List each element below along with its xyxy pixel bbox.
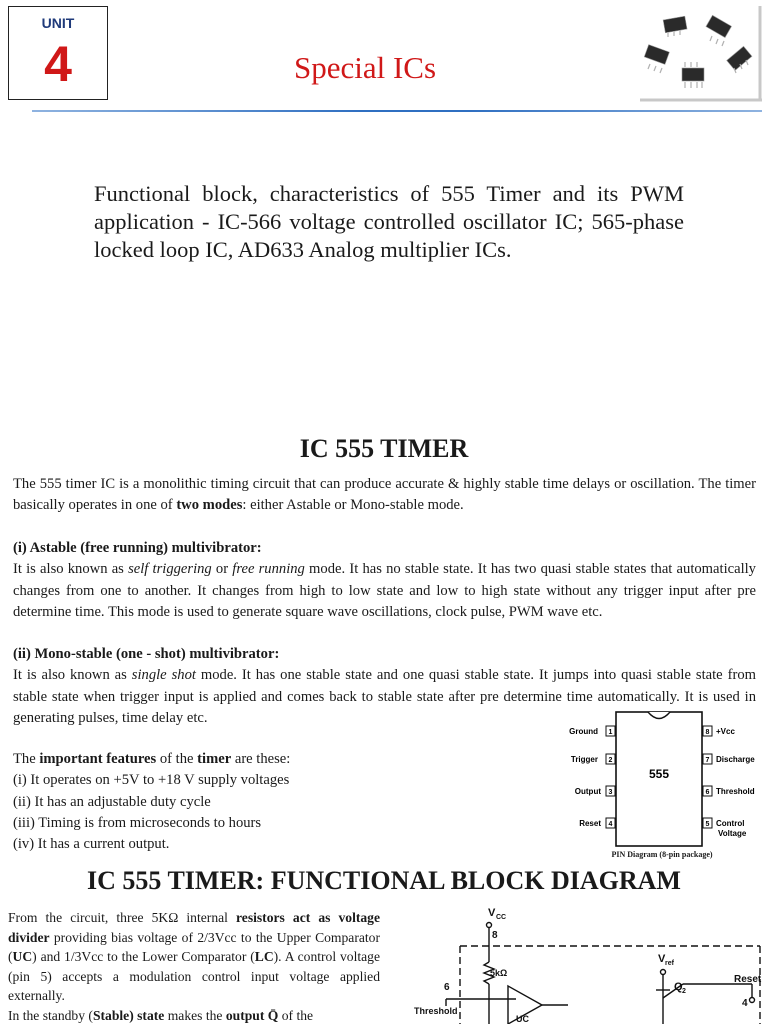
functional-block-diagram (408, 906, 766, 1024)
astable-paragraph: (i) Astable (free running) multivibrator: It is also known as self triggering or free running mode. It has no stable state. It has two quasi stable states that automatically changes from one to another. It changes from high to low state and low to high state without any trigger input after pre determine time. This mode is used to generate square wave oscillations, clock pulse, PWM wave etc. (13, 540, 756, 620)
ic-chips-image (638, 6, 762, 102)
pin-number: 8 (705, 729, 710, 736)
pin-name: Control (716, 819, 745, 828)
svg-text:V: V (658, 953, 666, 965)
svg-text:Q: Q (674, 981, 683, 993)
pin-diagram (560, 708, 764, 864)
svg-text:UC: UC (516, 1014, 529, 1024)
astable-heading: (i) Astable (free running) multivibrator: (13, 540, 262, 556)
pin-name: Ground (569, 727, 598, 736)
monostable-paragraph: (ii) Mono-stable (one - shot) multivibrator: It is also known as single shot mode. It has one stable state and one quasi stable state. It jumps into quasi stable state from stable state when trigger input is applied and comes back to stable state after pre determine time automatically. It is used in generating pulses, time delay etc. (13, 646, 756, 726)
svg-text:8: 8 (492, 930, 498, 941)
feature-item: (i) It operates on +5V to +18 V supply voltages (13, 772, 290, 789)
pin-name: Discharge (716, 755, 755, 764)
syllabus-intro: Functional block, characteristics of 555 Timer and its PWM application - IC-566 voltage controlled oscillator IC; 565-phase locked loop IC, AD633 Analog multiplier ICs. (94, 181, 684, 262)
pin-number: 3 (608, 789, 613, 796)
pin-name: Voltage (718, 829, 747, 838)
pin-number: 5 (705, 821, 710, 828)
pin-number: 4 (608, 821, 613, 828)
pin-number: 2 (608, 757, 613, 764)
chip-label: 555 (648, 767, 670, 781)
svg-text:6: 6 (444, 982, 450, 993)
pin-number: 7 (705, 757, 710, 764)
pin-name: Output (574, 787, 601, 796)
feature-item: (ii) It has an adjustable duty cycle (13, 793, 211, 810)
pin-number: 1 (608, 729, 613, 736)
svg-text:5kΩ: 5kΩ (490, 968, 508, 978)
unit-number: 4 (44, 36, 72, 92)
monostable-heading: (ii) Mono-stable (one - shot) multivibrator: (13, 646, 280, 662)
pin-name: Reset (579, 819, 601, 828)
pin-diagram-caption: PIN Diagram (8-pin package) (611, 850, 713, 859)
svg-text:4: 4 (742, 998, 748, 1009)
feature-item: (iv) It has a current output. (13, 836, 170, 853)
svg-text:2: 2 (682, 988, 686, 995)
features-list (13, 749, 558, 855)
svg-text:Threshold: Threshold (414, 1006, 458, 1016)
section-title-555: IC 555 TIMER (299, 434, 469, 463)
svg-text:ref: ref (665, 960, 674, 967)
svg-text:V: V (488, 907, 496, 919)
pin-name: Trigger (570, 755, 598, 764)
pin-number: 6 (705, 789, 710, 796)
page-title: Special ICs (293, 50, 437, 85)
svg-text:Reset: Reset (734, 974, 762, 985)
header-rule (32, 110, 762, 112)
unit-box (8, 6, 108, 100)
block-diagram-paragraph: From the circuit, three 5KΩ internal resistors act as voltage divider providing bias voltage of 2/3Vcc to the Upper Comparator (UC) and 1/3Vcc to the Lower Comparator (LC). A control voltage (pin 5) accepts a modulation control input voltage applied externally. In the standby (Stable) state makes the output Q̄ of the (8, 910, 381, 1023)
features-intro: The important features of the timer are these: (13, 751, 291, 767)
pin-name: Threshold (716, 787, 755, 796)
pin-name: +Vcc (716, 727, 735, 736)
intro-paragraph: The 555 timer IC is a monolithic timing circuit that can produce accurate & highly stable time delays or oscillation. The timer basically operates in one of two modes: either Astable or Mono-stable mode. (13, 476, 756, 514)
unit-label: UNIT (41, 15, 75, 31)
section-title-block-diagram: IC 555 TIMER: FUNCTIONAL BLOCK DIAGRAM (87, 866, 681, 895)
feature-item: (iii) Timing is from microseconds to hours (13, 814, 262, 831)
svg-text:CC: CC (496, 914, 507, 921)
